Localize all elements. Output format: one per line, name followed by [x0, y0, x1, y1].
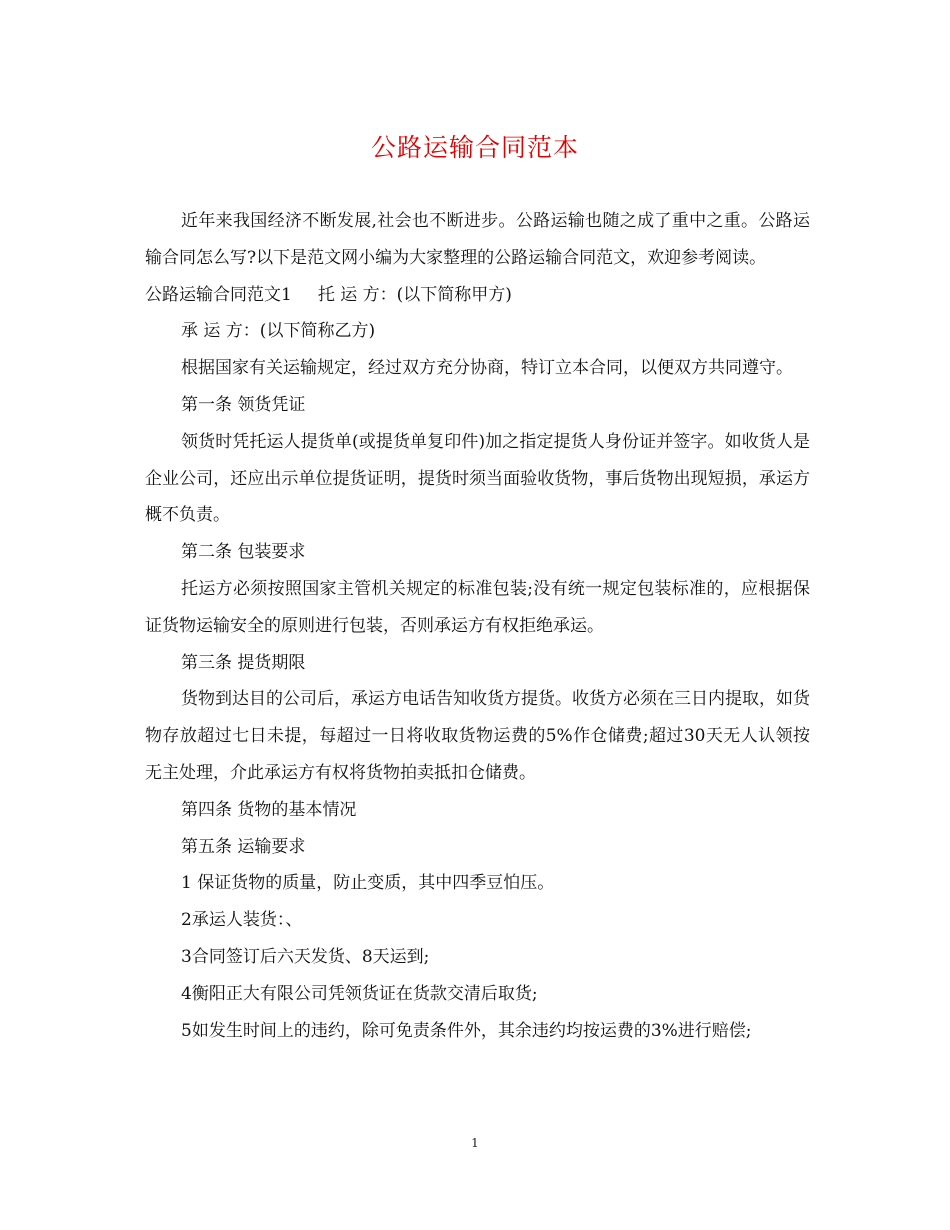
document-body: [145, 203, 810, 1049]
agreement-paragraph: 根据国家有关运输规定，经过双方充分协商，特订立本合同，以便双方共同遵守。: [181, 358, 793, 379]
document-title: 公路运输合同范本: [370, 133, 579, 162]
page-number: 1: [471, 1136, 479, 1150]
requirement-3: 3合同签订后六天发货、8天运到;: [181, 946, 430, 967]
article-2-body: 托运方必须按照国家主管机关规定的标准包装;没有统一规定包装标准的，应根据保证货物运输安全的原则进行包装，否则承运方有权拒绝承运。: [145, 578, 810, 636]
requirement-1: 1 保证货物的质量，防止变质，其中四季豆怕压。: [181, 873, 555, 894]
requirement-4: 4衡阳正大有限公司凭领货证在货款交清后取货;: [181, 983, 538, 1004]
requirement-2: 2承运人装货：、: [181, 910, 303, 931]
article-3-body: 货物到达目的公司后，承运方电话告知收货方提货。收货方必须在三日内提取，如货物存放超过七日未提，每超过一日将收取货物运费的5%作仓储费;超过30天无人认领按无主处理，介此承运方有权将货物拍卖抵扣仓储费。: [145, 689, 810, 783]
article-1-heading: 第一条 领货凭证: [181, 394, 306, 415]
carrier-line: 承 运 方：(以下简称乙方): [181, 321, 376, 342]
article-4-heading: 第四条 货物的基本情况: [181, 799, 357, 820]
requirement-5: 5如发生时间上的违约，除可免责条件外，其余违约均按运费的3%进行赔偿;: [181, 1020, 752, 1041]
article-3-heading: 第三条 提货期限: [181, 652, 306, 673]
article-5-heading: 第五条 运输要求: [181, 836, 306, 857]
sample-heading-line: [145, 277, 810, 314]
article-2-heading: 第二条 包装要求: [181, 542, 306, 563]
sample-heading: 公路运输合同范文1: [145, 284, 292, 305]
intro-paragraph: 近年来我国经济不断发展,社会也不断进步。公路运输也随之成了重中之重。公路运输合同怎么写?以下是范文网小编为大家整理的公路运输合同范文，欢迎参考阅读。: [145, 211, 810, 268]
consignor-line: 托 运 方：(以下简称甲方): [317, 284, 512, 305]
article-1-body: 领货时凭托运人提货单(或提货单复印件)加之指定提货人身份证并签字。如收货人是企业公司，还应出示单位提货证明，提货时须当面验收货物，事后货物出现短损，承运方概不负责。: [145, 431, 810, 526]
